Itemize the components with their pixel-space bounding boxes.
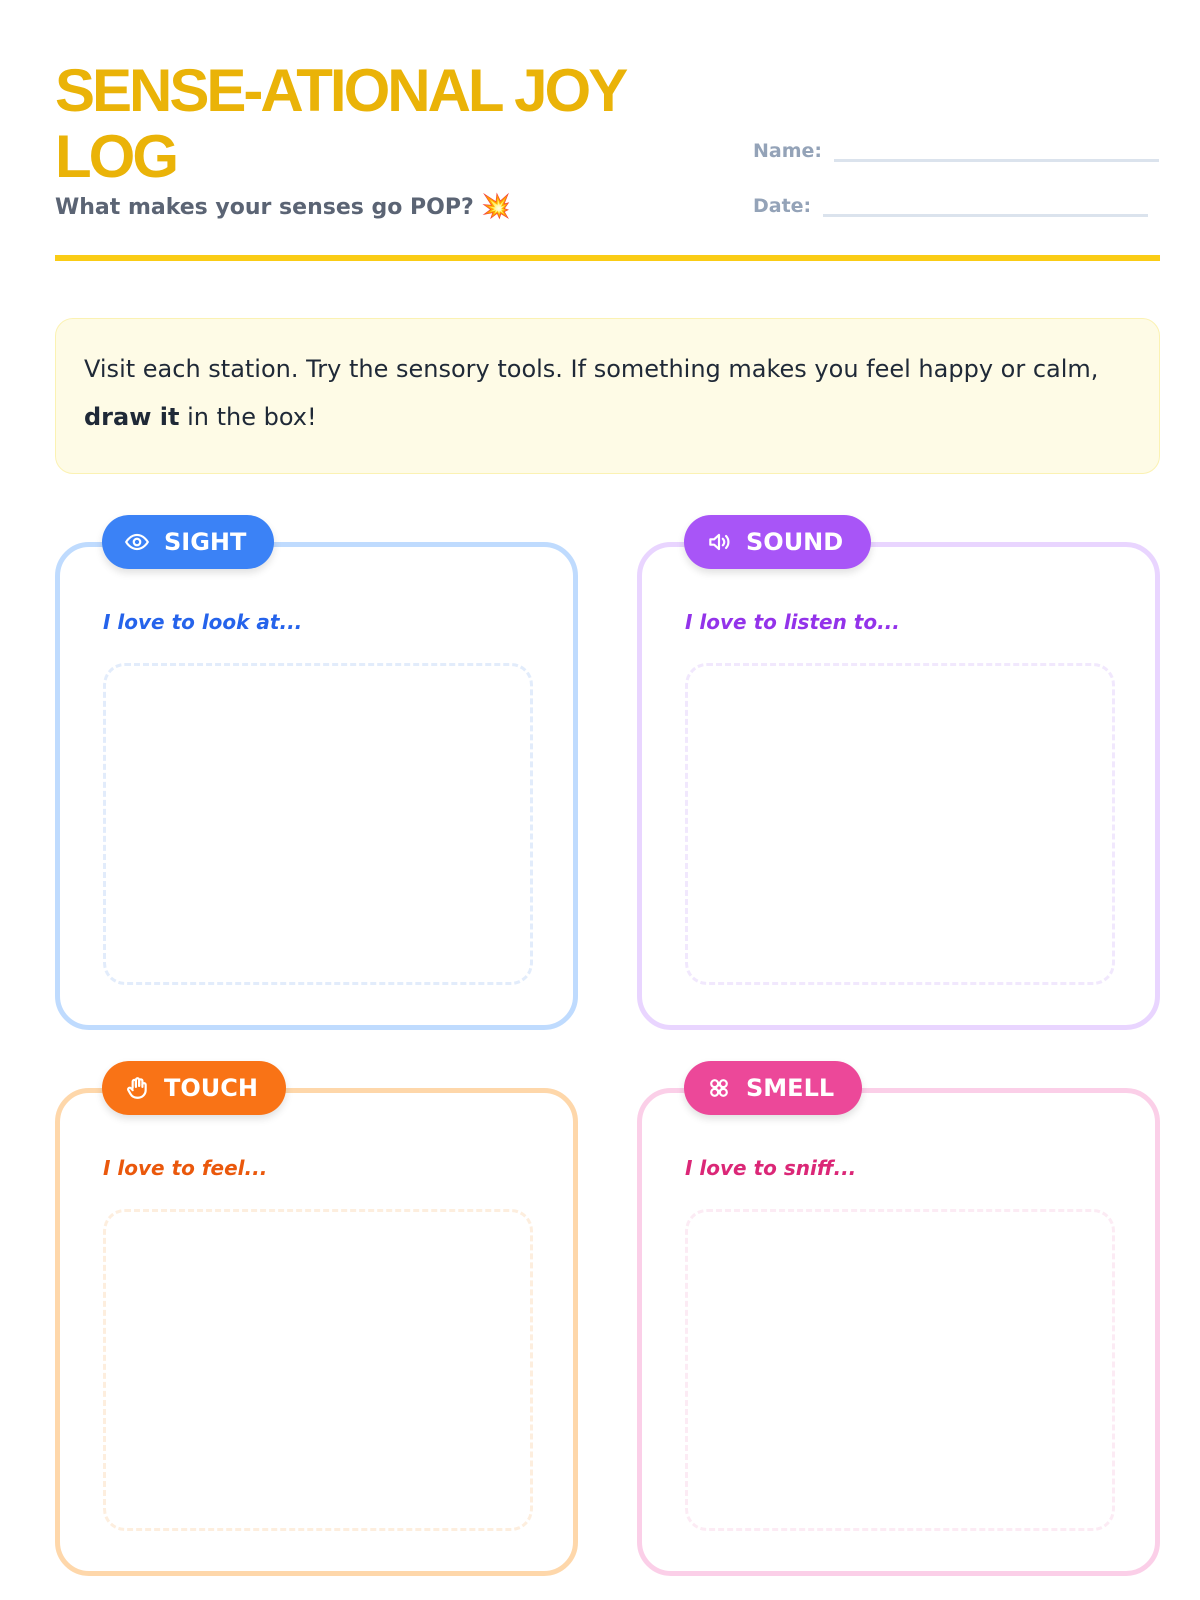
page-title: SENSE-ATIONAL JOY LOG: [55, 57, 625, 190]
smell-card: [637, 1074, 1160, 1576]
eye-icon: [124, 529, 150, 555]
date-label: Date:: [753, 195, 812, 217]
page-subtitle: [55, 192, 511, 220]
sound-badge: [684, 515, 871, 569]
sound-prompt: I love to listen to...: [685, 610, 900, 634]
touch-label: TOUCH: [164, 1074, 258, 1102]
instructions-text-end: in the box!: [179, 403, 317, 431]
instructions-text: Visit each station. Try the sensory tools. If something makes you feel happy or calm,: [84, 355, 1099, 383]
sight-label: SIGHT: [164, 528, 247, 556]
smell-badge: [684, 1061, 862, 1115]
sound-label: SOUND: [746, 528, 844, 556]
speaker-icon: [706, 529, 732, 555]
date-field[interactable]: [753, 195, 1148, 217]
worksheet-header: [55, 58, 1160, 264]
smell-label: SMELL: [746, 1074, 835, 1102]
collision-icon: 💥: [481, 192, 512, 220]
touch-drawing-area[interactable]: [103, 1209, 533, 1531]
flower-icon: [706, 1075, 732, 1101]
name-field[interactable]: [753, 140, 1159, 162]
smell-prompt: I love to sniff...: [685, 1156, 857, 1180]
sight-drawing-area[interactable]: [103, 663, 533, 985]
header-divider: [55, 255, 1160, 261]
touch-badge: [102, 1061, 286, 1115]
instructions-box: [55, 318, 1160, 474]
subtitle-text: What makes your senses go POP?: [55, 195, 474, 220]
name-label: Name:: [753, 140, 823, 162]
sight-card: [55, 528, 578, 1030]
instructions-emphasis: draw it: [84, 403, 180, 431]
name-line[interactable]: [834, 159, 1159, 162]
date-line[interactable]: [823, 214, 1148, 217]
touch-prompt: I love to feel...: [103, 1156, 268, 1180]
sight-badge: [102, 515, 274, 569]
smell-drawing-area[interactable]: [685, 1209, 1115, 1531]
sound-drawing-area[interactable]: [685, 663, 1115, 985]
sight-prompt: I love to look at...: [103, 610, 303, 634]
sound-card: [637, 528, 1160, 1030]
touch-card: [55, 1074, 578, 1576]
hand-icon: [124, 1075, 150, 1101]
